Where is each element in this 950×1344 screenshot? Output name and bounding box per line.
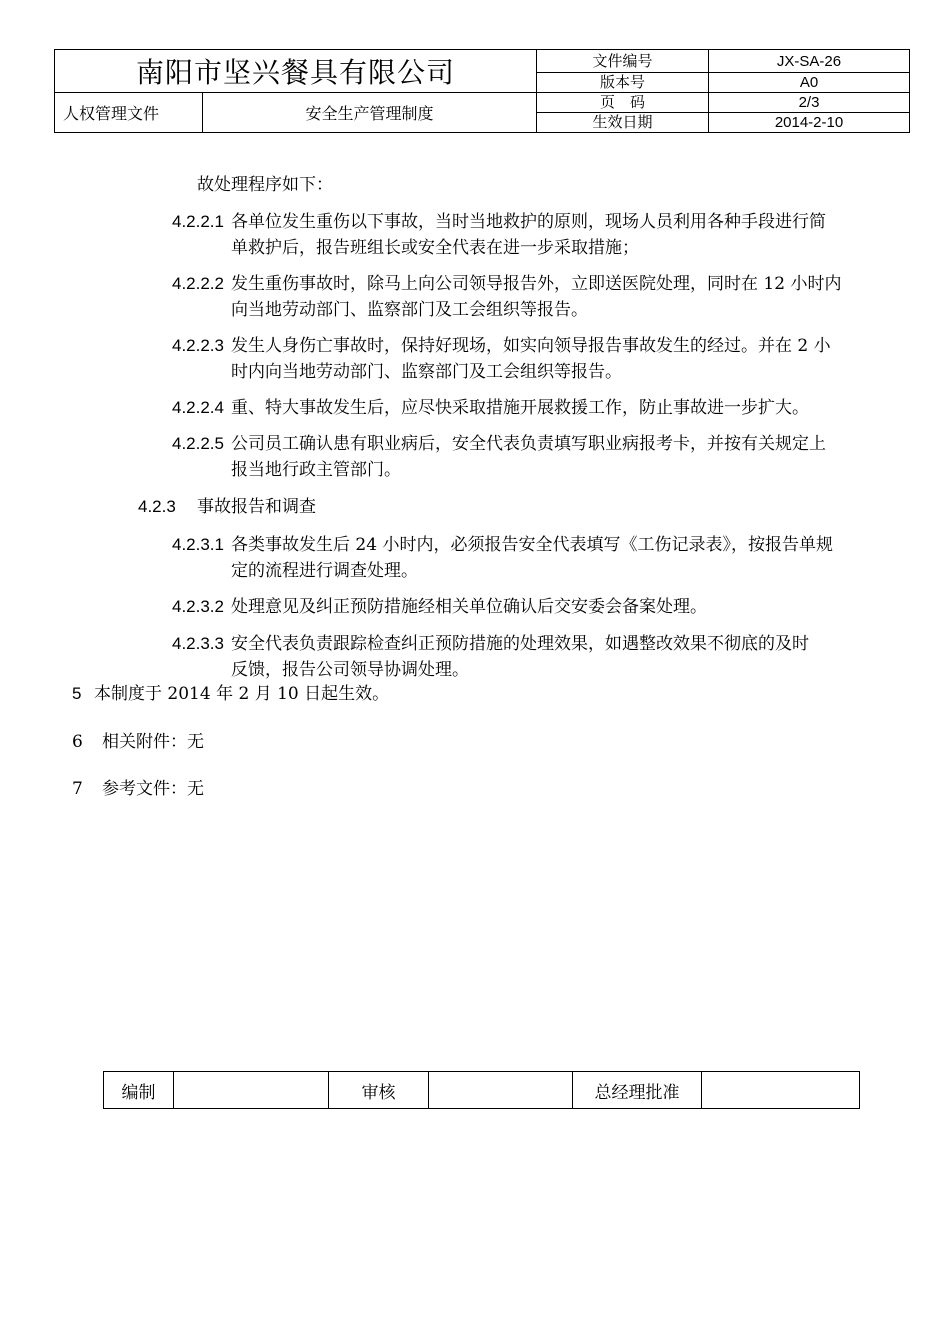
item-text-line2: 反馈，报告公司领导协调处理。: [231, 660, 469, 680]
item-text-line1: 公司员工确认患有职业病后，安全代表负责填写职业病报考卡，并按有关规定上: [231, 434, 826, 454]
item-number: 4.2.2.1: [172, 212, 224, 231]
section-title: 事故报告和调查: [197, 497, 316, 517]
review-signature-cell: [429, 1072, 573, 1109]
section-text: 本制度于 2014 年 2 月 10 日起生效。: [94, 684, 390, 704]
item-text-line2: 单救护后，报告班组长或安全代表在进一步采取措施；: [231, 238, 639, 258]
document-category: 人权管理文件: [55, 93, 203, 133]
approve-signature-cell: [702, 1072, 860, 1109]
item-number: 4.2.3.1: [172, 535, 224, 554]
item-text-line2: 时内向当地劳动部门、监察部门及工会组织等报告。: [231, 362, 622, 382]
section-number: 7: [72, 779, 83, 799]
item-text-line1: 安全代表负责跟踪检查纠正预防措施的处理效果，如遇整改效果不彻底的及时: [231, 634, 809, 654]
compile-signature-cell: [174, 1072, 329, 1109]
item-text-line1: 处理意见及纠正预防措施经相关单位确认后交安委会备案处理。: [231, 597, 707, 617]
item-text-line2: 向当地劳动部门、监察部门及工会组织等报告。: [231, 300, 588, 320]
field-value-doc-number: JX-SA-26: [709, 50, 910, 73]
item-text-line1: 发生人身伤亡事故时，保持好现场，如实向领导报告事故发生的经过。并在 2 小: [231, 336, 831, 356]
section-number: 5: [72, 684, 82, 703]
section-number: 4.2.3: [138, 497, 176, 516]
item-number: 4.2.2.5: [172, 434, 224, 453]
field-label-effective-date: 生效日期: [537, 113, 709, 133]
item-number: 4.2.2.2: [172, 274, 224, 293]
item-text-line2: 报当地行政主管部门。: [231, 460, 401, 480]
compile-label: 编制: [104, 1072, 174, 1109]
item-text-line1: 重、特大事故发生后，应尽快采取措施开展救援工作，防止事故进一步扩大。: [231, 398, 809, 418]
document-header: [54, 49, 910, 133]
field-label-version: 版本号: [537, 73, 709, 93]
field-value-effective-date: 2014-2-10: [709, 113, 910, 133]
item-text-line1: 各单位发生重伤以下事故，当时当地救护的原则，现场人员利用各种手段进行简: [231, 212, 826, 232]
item-text-line1: 各类事故发生后 24 小时内，必须报告安全代表填写《工伤记录表》，按报告单规: [231, 535, 833, 555]
field-value-page: 2/3: [709, 93, 910, 113]
item-text-line1: 发生重伤事故时，除马上向公司领导报告外，立即送医院处理，同时在 12 小时内: [231, 274, 842, 294]
field-label-doc-number: 文件编号: [537, 50, 709, 73]
company-name: 南阳市坚兴餐具有限公司: [55, 50, 537, 93]
section-text: 相关附件：无: [102, 732, 204, 752]
item-number: 4.2.2.4: [172, 398, 224, 417]
item-text-line2: 定的流程进行调查处理。: [231, 561, 418, 581]
section-number: 6: [72, 732, 83, 752]
intro-text: 故处理程序如下：: [197, 175, 333, 195]
signoff-table: [103, 1071, 860, 1109]
item-number: 4.2.3.2: [172, 597, 224, 616]
review-label: 审核: [329, 1072, 429, 1109]
approve-label: 总经理批准: [573, 1072, 702, 1109]
section-text: 参考文件：无: [102, 779, 204, 799]
item-number: 4.2.2.3: [172, 336, 224, 355]
field-value-version: A0: [709, 73, 910, 93]
item-number: 4.2.3.3: [172, 634, 224, 653]
field-label-page: 页 码: [537, 93, 709, 113]
document-title: 安全生产管理制度: [203, 93, 537, 133]
